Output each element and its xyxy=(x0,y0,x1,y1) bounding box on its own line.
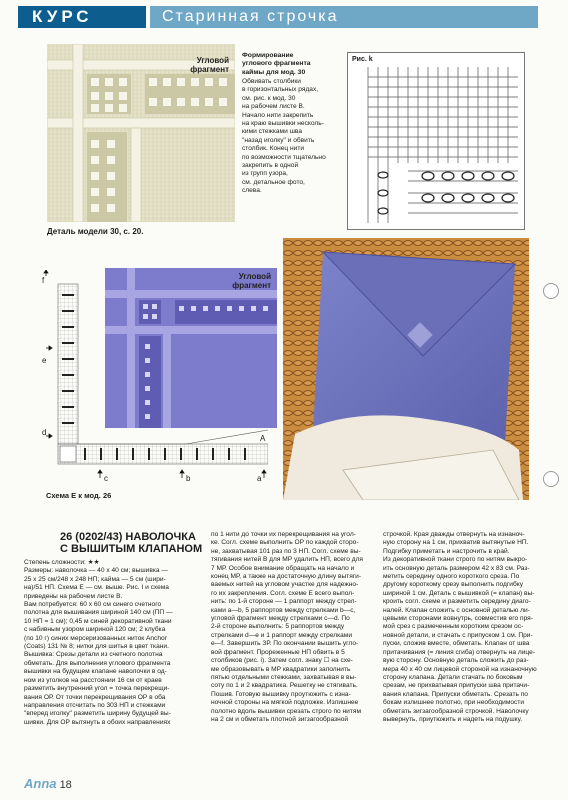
side-text-body: Обвивать столбики в горизонтальных рядах, см. рис. к мод. 30 на рабочем листе В. Начало нити закрепить на краю вышивки несколь- кими стежками шва "назад иголку" и обвить столбик. Конец нити по возможности тщательно закрепить в одной из групп узора, см. детальное фото, слева. xyxy=(242,78,326,195)
photo2-label xyxy=(232,272,271,290)
pillow-image xyxy=(283,238,529,500)
arrow-a-label: a xyxy=(257,474,262,483)
section-title: Старинная строчка xyxy=(150,6,538,28)
detail-photo-cream xyxy=(47,44,235,222)
arrow-d-label: d xyxy=(42,428,47,437)
detail-photo-lilac xyxy=(105,268,277,428)
arrow-e-label: e xyxy=(42,356,47,365)
pillow-photo xyxy=(283,238,529,500)
photo1-label-line2: фрагмент xyxy=(190,65,229,74)
side-text-title: Формирование углового фрагмента каймы для мод. 30 xyxy=(242,52,311,76)
stitch-diagram xyxy=(347,52,525,230)
diagram-label: Рис. k xyxy=(352,56,373,63)
binder-hole-bottom xyxy=(543,471,559,487)
article-headline-text: 26 (0202/43) НАВОЛОЧКА С ВЫШИТЫМ КЛАПАНОМ xyxy=(60,531,203,555)
article-headline xyxy=(60,531,216,555)
arrow-c-label: c xyxy=(104,474,108,483)
photo2-label-line2: фрагмент xyxy=(232,281,271,290)
photo1-label-line1: Угловой xyxy=(196,56,229,65)
lilac-embroidery-image xyxy=(105,268,277,428)
page-header xyxy=(18,6,538,28)
arrow-f-label: f xyxy=(42,276,45,285)
section-label: КУРС xyxy=(18,6,146,28)
photo1-caption: Деталь модели 30, с. 20. xyxy=(47,227,144,236)
binder-hole-top xyxy=(543,283,559,299)
corner-A-label: A xyxy=(260,434,266,443)
page-footer xyxy=(24,776,72,791)
article-col2: по 1 нити до точки их перекрещивания на угол- ке. Согл. схеме выполнить ОР по каждой сторо- не, захватывая 101 раз по 3 НП. Согл. схеме вы- тягивания нитей В для МР удалить НП, всего для 7 МР. Особое внимание обращать на начало и конец МР, а также на достаточную длину вытяги- ваемых нитей на угловом участке для надежно- го их закрепления. Согл. схеме Е всего выпол- нить: по 1-й стороне — 1 раппорт между стрел- ками а—b, 5 раппортов между стрелками b—c, угловой фрагмент между стрелками c—d. По 2-й стороне выполнить: 5 раппортов между стрелками d—e и 1 раппорт между стрелками e—f. Завершить ЗР. По окончании вышить угло- вой фрагмент. Прореженные НП обвить в 5 столбиков (рис. i). Затем согл. знаку ☐ на схе- ме образовывать в МР квадратики заполнить пятью отдельными стежками, захватывая в вы- соту по 1 и 2 квадратика. Решетку не стягивать. Пошив. Готовую вышивку проутюжить с изна- ночной стороны на мягкой подложке. Излишнее полотно вдоль вышивки срезать строго по нитям на 2 см и обметать плотной зигзагообразной xyxy=(211,531,363,723)
brand-logo: Anna xyxy=(24,776,57,791)
page-number: 18 xyxy=(59,779,72,791)
photo2-label-line1: Угловой xyxy=(238,272,271,281)
article-col1: Степень сложности: ★★ Размеры: наволочка — 40 х 40 см; вышивка — 25 х 25 см/248 х 248 НП; кайма — 5 см (шири- на)/51 НП. Схема Е — см. выше. Рис. I и схема приведены на рабочем листе В. Вам потребуется: 60 х 60 см синего счетного полотна для вышивания шириной 140 см (ПП — 10 НП = 1 см); 0,45 м синей декоративной ткани с набивным узором шириной 120 см; 2 клубка (по 10 г) синих мерсеризованных ниток Anchor (Coats) 131 № 8; нитки для шитья в цвет ткани. Вышивка: Срезы детали из счетного полотна обметать. Для выполнения углового фрагмента вышивки на будущем клапане наволочки в од- ном из уголков на расстоянии 16 см от краев разметить внутренний угол = точка перекрещи- вания ОР. От точки перекрещивания ОР в оба направления отсчитать по 303 НП и стежками "вперед иголку" разметить ширину будущей вы- шивки. Для ОР вытянуть в обоих направлениях xyxy=(24,559,173,726)
article-col3: строчкой. Края дважды отвернуть на изнаноч- ную сторону на 1 см, прихватив вытянутые НП. Подгибку приметать и настрочить в край. Из декоративной ткани строго по нитям выкро- ить основную деталь размером 42 х 83 см. Раз- метить середину одного короткого среза. По другому короткому срезу выполнить подгибку шириной 1 см. Деталь с вышивкой (= клапан) вы- кроить согл. схеме и разметить середину диаго- налей. Клапан сложить с основной деталью ли- цевыми сторонами вовнутрь, совместив его пря- мой срез с размеченным коротким срезом ос- новной детали, и стачать с припуском 1 см. При- пуски, сложив вместе, обметать. Клапан от шва притачивания (= линия сгиба) отвернуть на лице- вую сторону. Основную деталь сложить до раз- мера 40 х 40 см лицевой стороной на изнаночную сторону клапана. Детали стачать по боковым срезам, не прихватывая припуски шва притачи- вания клапана. Припуски обметать. Срезать по бокам излишнее полотно, при необходимости обметать зигзагообразной строчкой. Наволочку вывернуть, приутюжить и надеть на подушку. xyxy=(383,531,537,723)
arrow-b-label: b xyxy=(186,474,191,483)
photo1-label xyxy=(190,56,229,74)
weave-diagram-image xyxy=(348,53,524,229)
chart-e-caption: Схема Е к мод. 26 xyxy=(46,491,112,500)
